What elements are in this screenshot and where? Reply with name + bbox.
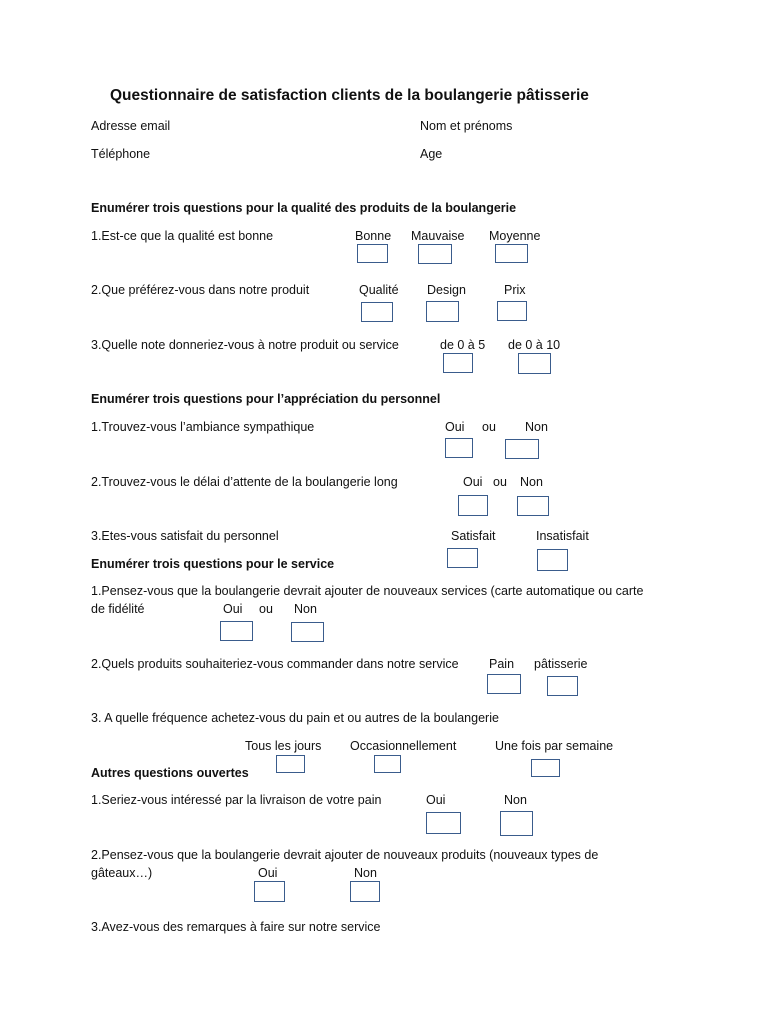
quality-q3-0-10-checkbox[interactable] (518, 353, 551, 374)
staff-q2-option-label: Non (520, 475, 543, 489)
open-q1-option-label: Oui (426, 793, 446, 807)
service-q1-option-label: Non (294, 602, 317, 616)
service-q3-option-label: Une fois par semaine (495, 739, 614, 753)
staff-q2-text: 2.Trouvez-vous le délai d’attente de la boulangerie long (91, 475, 398, 489)
service-q3-occasionnellement-checkbox[interactable] (374, 755, 401, 773)
staff-q2-non-checkbox[interactable] (517, 496, 549, 516)
staff-section-heading: Enumérer trois questions pour l’appréciation du personnel (91, 392, 441, 406)
quality-q1-text: 1.Est-ce que la qualité est bonne (91, 229, 274, 243)
quality-q2-qualite-checkbox[interactable] (361, 302, 393, 322)
quality-q3-option-label: de 0 à 5 (440, 338, 486, 352)
open-q1-oui-checkbox[interactable] (426, 812, 461, 834)
quality-q3-text: 3.Quelle note donneriez-vous à notre produit ou service (91, 338, 399, 352)
staff-q1-text: 1.Trouvez-vous l’ambiance sympathique (91, 420, 315, 434)
quality-q2-option-label: Prix (504, 283, 526, 297)
open-q3-text: 3.Avez-vous des remarques à faire sur notre service (91, 920, 381, 934)
staff-q1-oui-checkbox[interactable] (445, 438, 473, 458)
service-q3-text: 3. A quelle fréquence achetez-vous du pain et ou autres de la boulangerie (91, 711, 499, 725)
open-q1-non-checkbox[interactable] (500, 811, 533, 836)
quality-q1-option-label: Mauvaise (411, 229, 465, 243)
open-q2-text: 2.Pensez-vous que la boulangerie devrait ajouter de nouveaux produits (nouveaux types de (91, 848, 599, 862)
staff-q1-separator: ou (482, 420, 496, 434)
quality-q3-option-label: de 0 à 10 (508, 338, 561, 352)
staff-q3-text: 3.Etes-vous satisfait du personnel (91, 529, 279, 543)
name-label: Nom et prénoms (420, 119, 513, 133)
phone-label: Téléphone (91, 147, 151, 161)
quality-section-heading: Enumérer trois questions pour la qualité des produits de la boulangerie (91, 201, 517, 215)
email-label: Adresse email (91, 119, 171, 133)
service-q1-text: 1.Pensez-vous que la boulangerie devrait ajouter de nouveaux services (carte automatique ou carte (91, 584, 644, 598)
service-q2-pain-checkbox[interactable] (487, 674, 521, 694)
quality-q2-text: 2.Que préférez-vous dans notre produit (91, 283, 310, 297)
open-q2-oui-checkbox[interactable] (254, 881, 285, 902)
staff-q3-satisfait-checkbox[interactable] (447, 548, 478, 568)
staff-q2-separator: ou (493, 475, 507, 489)
open-section-heading: Autres questions ouvertes (91, 766, 249, 780)
staff-q3-option-label: Satisfait (451, 529, 496, 543)
quality-q1-option-label: Moyenne (489, 229, 541, 243)
age-label: Age (420, 147, 443, 161)
open-q2-option-label: Oui (258, 866, 278, 880)
staff-q2-oui-checkbox[interactable] (458, 495, 488, 516)
staff-q1-non-checkbox[interactable] (505, 439, 539, 459)
service-q1-separator: ou (259, 602, 273, 616)
quality-q3-0-5-checkbox[interactable] (443, 353, 473, 373)
service-q1-option-label: Oui (223, 602, 243, 616)
open-q1-text: 1.Seriez-vous intéressé par la livraison de votre pain (91, 793, 382, 807)
staff-q3-insatisfait-checkbox[interactable] (537, 549, 568, 571)
service-q2-text: 2.Quels produits souhaiteriez-vous commander dans notre service (91, 657, 459, 671)
service-q3-option-label: Tous les jours (245, 739, 322, 753)
quality-q2-option-label: Qualité (359, 283, 399, 297)
service-q2-option-label: Pain (489, 657, 515, 671)
service-section-heading: Enumérer trois questions pour le service (91, 557, 335, 571)
quality-q1-option-label: Bonne (355, 229, 392, 243)
service-q3-option-label: Occasionnellement (350, 739, 457, 753)
quality-q1-moyenne-checkbox[interactable] (495, 244, 528, 263)
quality-q2-option-label: Design (427, 283, 466, 297)
staff-q1-option-label: Non (525, 420, 548, 434)
service-q1-non-checkbox[interactable] (291, 622, 324, 642)
quality-q1-mauvaise-checkbox[interactable] (418, 244, 452, 264)
service-q1-text-continued: de fidélité (91, 602, 145, 616)
page-title: Questionnaire de satisfaction clients de la boulangerie pâtisserie (110, 87, 589, 104)
service-q1-oui-checkbox[interactable] (220, 621, 253, 641)
staff-q1-option-label: Oui (445, 420, 465, 434)
service-q2-patisserie-checkbox[interactable] (547, 676, 578, 696)
service-q3-une-fois-par-semaine-checkbox[interactable] (531, 759, 560, 777)
open-q2-text-continued: gâteaux…) (91, 866, 153, 880)
open-q1-option-label: Non (504, 793, 527, 807)
open-q2-option-label: Non (354, 866, 377, 880)
quality-q1-bonne-checkbox[interactable] (357, 244, 388, 263)
quality-q2-design-checkbox[interactable] (426, 301, 459, 322)
open-q2-non-checkbox[interactable] (350, 881, 380, 902)
service-q2-option-label: pâtisserie (534, 657, 588, 671)
staff-q2-option-label: Oui (463, 475, 483, 489)
quality-q2-prix-checkbox[interactable] (497, 301, 527, 321)
staff-q3-option-label: Insatisfait (536, 529, 589, 543)
service-q3-tous-les-jours-checkbox[interactable] (276, 755, 305, 773)
